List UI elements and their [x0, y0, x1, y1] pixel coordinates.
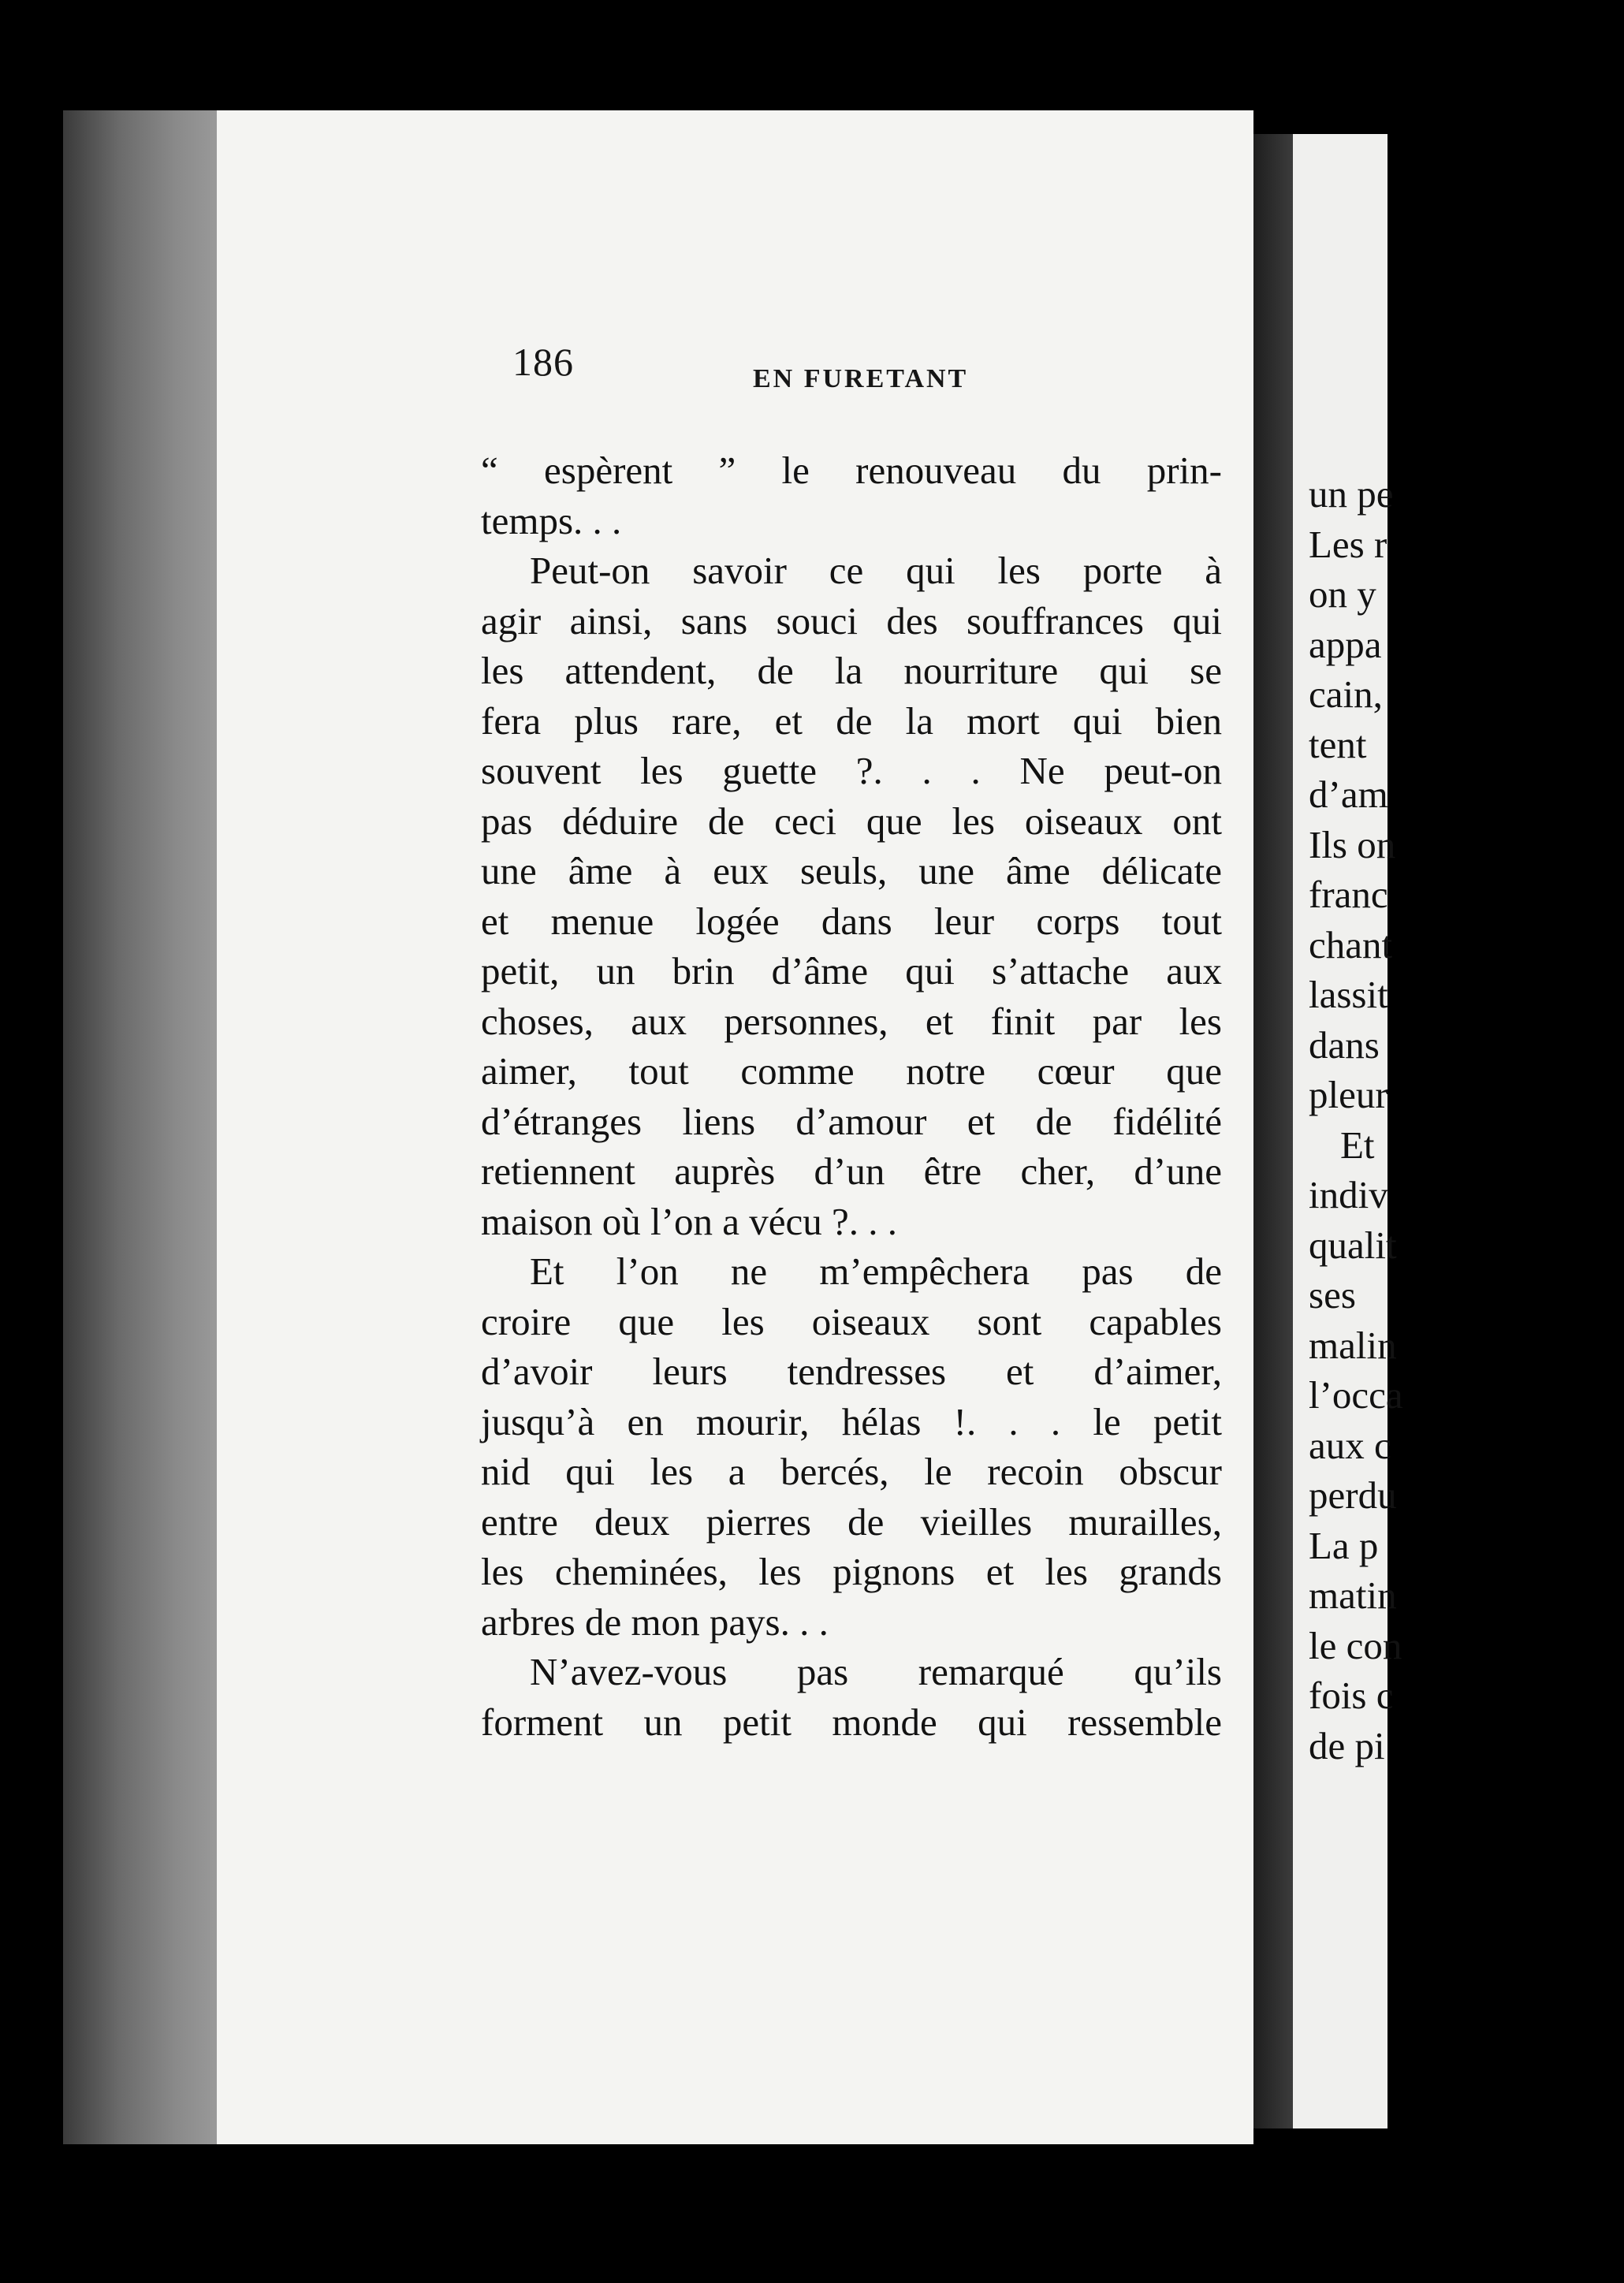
text-line: entre deux pierres de vieilles murailles,: [481, 1499, 1222, 1544]
text-line: d’étranges liens d’amour et de fidélité: [481, 1099, 1222, 1143]
next-page-line: aux c: [1309, 1423, 1391, 1467]
book-page-right: [1293, 134, 1403, 2128]
text-line: jusqu’à en mourir, hélas !. . . le petit: [481, 1399, 1222, 1443]
next-page-line: Et: [1340, 1123, 1375, 1167]
next-page-line: tent: [1309, 722, 1367, 766]
text-line: “ espèrent ” le renouveau du prin-: [481, 449, 1222, 492]
next-page-line: d’am: [1309, 773, 1388, 816]
next-page-line: indiv: [1309, 1173, 1388, 1216]
text-line: N’avez-vous pas remarqué qu’ils: [530, 1650, 1222, 1693]
book-gutter: [1253, 134, 1293, 2128]
next-page-line: fois c: [1309, 1674, 1394, 1717]
next-page-line: l’occa: [1309, 1373, 1403, 1417]
next-page-line: Ils on: [1309, 822, 1396, 866]
text-line: retiennent auprès d’un être cher, d’une: [481, 1149, 1222, 1193]
next-page-line: de pi: [1309, 1723, 1385, 1767]
text-line: agir ainsi, sans souci des souffrances qui: [481, 598, 1222, 642]
body-text: [481, 445, 1222, 1747]
text-line: aimer, tout comme notre cœur que: [481, 1049, 1222, 1093]
text-line: et menue logée dans leur corps tout: [481, 899, 1222, 943]
text-line: les attendent, de la nourriture qui se: [481, 649, 1222, 692]
page-number: 186: [512, 340, 574, 384]
next-page-line: dans: [1309, 1022, 1380, 1067]
next-page-line: pleur: [1309, 1073, 1388, 1116]
text-line: pas déduire de ceci que les oiseaux ont: [481, 799, 1222, 843]
running-head-title: EN FURETANT: [753, 364, 969, 393]
text-line: une âme à eux seuls, une âme délicate: [481, 849, 1222, 892]
text-line: arbres de mon pays. . .: [481, 1600, 829, 1644]
text-line: petit, un brin d’âme qui s’attache aux: [481, 949, 1222, 993]
next-page-line: perdu: [1309, 1473, 1397, 1517]
text-line: forment un petit monde qui ressemble: [481, 1700, 1222, 1744]
next-page-text: [1309, 469, 1624, 1771]
next-page-line: un pe: [1309, 472, 1394, 516]
text-line: maison où l’on a vécu ?. . .: [481, 1199, 897, 1243]
next-page-line: appa: [1309, 622, 1382, 666]
text-line: choses, aux personnes, et finit par les: [481, 999, 1222, 1043]
next-page-line: ses: [1309, 1273, 1356, 1317]
next-page-line: lassit: [1309, 973, 1388, 1016]
next-page-line: cain,: [1309, 672, 1383, 716]
text-line: les cheminées, les pignons et les grands: [481, 1550, 1222, 1593]
text-line: Et l’on ne m’empêchera pas de: [530, 1250, 1222, 1293]
next-page-line: le con: [1309, 1623, 1402, 1667]
book-page-edge: [63, 110, 225, 2144]
next-page-line: on y: [1309, 572, 1376, 616]
next-page-line: La p: [1309, 1523, 1379, 1567]
next-page-line: matin: [1309, 1574, 1397, 1617]
text-line: nid qui les a bercés, le recoin obscur: [481, 1450, 1222, 1493]
text-line: Peut-on savoir ce qui les porte à: [530, 549, 1222, 592]
next-page-line: Les r: [1309, 522, 1387, 566]
next-page-line: chant: [1309, 922, 1393, 966]
text-line: temps. . .: [481, 498, 622, 542]
text-line: souvent les guette ?. . . Ne peut-on: [481, 749, 1222, 792]
next-page-line: malin: [1309, 1323, 1397, 1367]
running-header: [512, 339, 1253, 394]
text-line: croire que les oiseaux sont capables: [481, 1299, 1222, 1343]
next-page-line: franc: [1309, 873, 1388, 916]
next-page-line: qualit: [1309, 1223, 1397, 1267]
text-line: d’avoir leurs tendresses et d’aimer,: [481, 1350, 1222, 1393]
text-line: fera plus rare, et de la mort qui bien: [481, 698, 1222, 743]
